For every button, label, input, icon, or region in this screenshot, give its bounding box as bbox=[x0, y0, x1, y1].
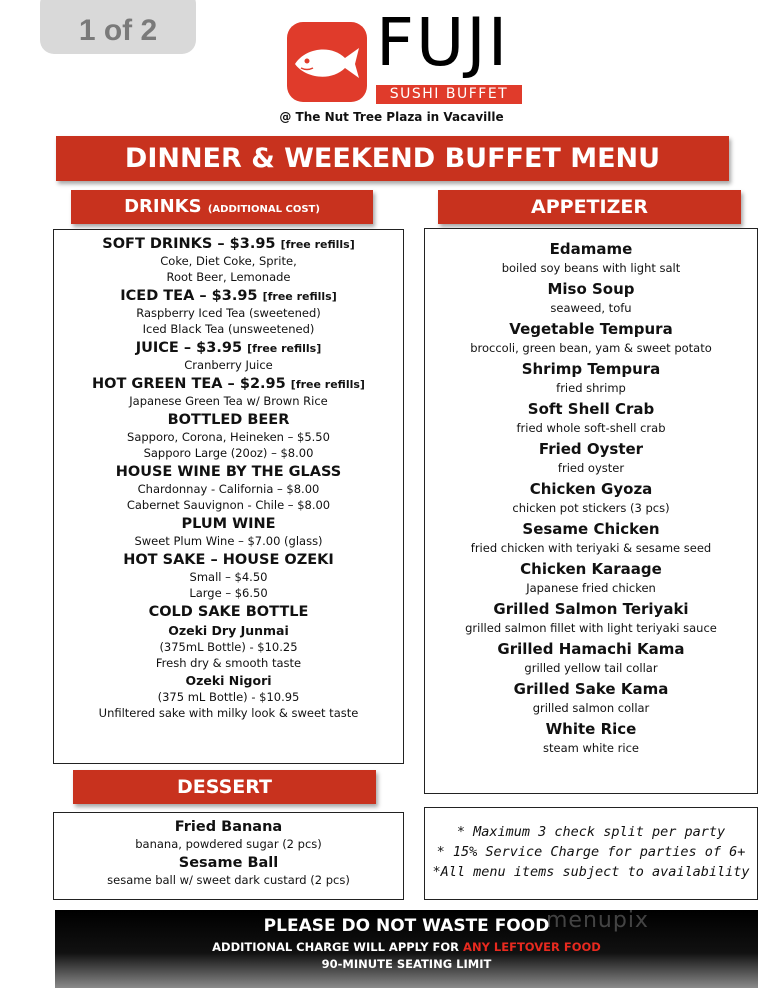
drink-item bbox=[54, 464, 403, 512]
appetizer-desc: fried shrimp bbox=[556, 381, 626, 395]
footer-seating-limit: 90-MINUTE SEATING LIMIT bbox=[321, 957, 492, 971]
drink-detail: Iced Black Tea (unsweetened) bbox=[142, 322, 315, 336]
drink-name bbox=[54, 412, 403, 428]
footer-charge-text: ADDITIONAL CHARGE WILL APPLY FOR bbox=[212, 940, 464, 954]
drink-detail: Japanese Green Tea w/ Brown Rice bbox=[129, 394, 328, 408]
drink-name-text: Ozeki Dry Junmai bbox=[168, 623, 289, 638]
appetizer-name: Grilled Hamachi Kama bbox=[497, 640, 685, 658]
drink-name bbox=[54, 288, 403, 304]
drink-item bbox=[54, 623, 403, 670]
appetizer-desc: grilled salmon collar bbox=[532, 701, 650, 715]
drink-name bbox=[54, 376, 403, 392]
drink-detail: Coke, Diet Coke, Sprite, bbox=[160, 254, 297, 268]
drink-name bbox=[54, 673, 403, 688]
drink-name-text: HOUSE WINE BY THE GLASS bbox=[115, 464, 342, 480]
appetizer-item bbox=[425, 320, 757, 355]
footer-charge-notice bbox=[55, 940, 758, 954]
appetizer-header: APPETIZER bbox=[438, 190, 741, 224]
location-text: @ The Nut Tree Plaza in Vacaville bbox=[279, 110, 504, 124]
page-indicator: 1 of 2 bbox=[40, 0, 196, 54]
footer-banner bbox=[55, 910, 758, 988]
appetizer-name: Grilled Sake Kama bbox=[513, 680, 669, 698]
drink-name bbox=[54, 464, 403, 480]
appetizer-desc: grilled salmon fillet with light teriyaki sauce bbox=[465, 621, 717, 635]
drink-detail: Sapporo, Corona, Heineken – $5.50 bbox=[127, 430, 330, 444]
drink-item bbox=[54, 288, 403, 336]
dessert-item bbox=[54, 819, 403, 851]
drink-name bbox=[54, 340, 403, 356]
appetizer-name: Vegetable Tempura bbox=[509, 320, 673, 338]
drink-detail: Root Beer, Lemonade bbox=[166, 270, 291, 284]
drink-detail: Sweet Plum Wine – $7.00 (glass) bbox=[134, 534, 323, 548]
drink-detail: Cabernet Sauvignon - Chile – $8.00 bbox=[126, 498, 331, 512]
appetizer-item bbox=[425, 280, 757, 315]
appetizer-name: Chicken Karaage bbox=[520, 560, 662, 578]
drink-item bbox=[54, 376, 403, 408]
appetizer-item bbox=[425, 680, 757, 715]
appetizer-item bbox=[425, 480, 757, 515]
appetizer-desc: steam white rice bbox=[543, 741, 639, 755]
appetizer-desc: fried whole soft-shell crab bbox=[516, 421, 666, 435]
drink-name-text: JUICE – $3.95 bbox=[135, 340, 243, 356]
appetizer-desc: broccoli, green bean, yam & sweet potato bbox=[470, 341, 712, 355]
dessert-name: Fried Banana bbox=[174, 819, 283, 835]
appetizer-name: Edamame bbox=[549, 240, 633, 258]
drink-name-text: Ozeki Nigori bbox=[185, 673, 272, 688]
drink-item bbox=[54, 516, 403, 548]
policy-note: * Maximum 3 check split per party bbox=[456, 824, 726, 840]
fish-icon bbox=[291, 40, 363, 84]
drinks-cost-note: (ADDITIONAL COST) bbox=[207, 204, 320, 215]
drink-name-text: ICED TEA – $3.95 bbox=[120, 288, 258, 304]
dessert-header: DESSERT bbox=[73, 770, 376, 804]
drink-detail: Cranberry Juice bbox=[184, 358, 273, 372]
drink-detail: Fresh dry & smooth taste bbox=[155, 656, 302, 670]
drink-name-text: BOTTLED BEER bbox=[167, 412, 290, 428]
drink-name bbox=[54, 604, 403, 620]
drink-name-text: PLUM WINE bbox=[181, 516, 276, 532]
appetizer-desc: seaweed, tofu bbox=[550, 301, 632, 315]
free-refills-tag: [free refills] bbox=[280, 238, 355, 251]
dessert-list bbox=[53, 812, 404, 900]
appetizer-name: Grilled Salmon Teriyaki bbox=[493, 600, 689, 618]
drink-detail: Sapporo Large (20oz) – $8.00 bbox=[143, 446, 314, 460]
drink-item bbox=[54, 412, 403, 460]
menu-banner: DINNER & WEEKEND BUFFET MENU bbox=[56, 136, 729, 181]
policy-note: * 15% Service Charge for parties of 6+ bbox=[436, 844, 746, 860]
appetizer-item bbox=[425, 440, 757, 475]
brand-subtitle: SUSHI BUFFET bbox=[376, 85, 522, 104]
drink-detail: Small – $4.50 bbox=[189, 570, 268, 584]
drink-name-text: HOT SAKE – HOUSE OZEKI bbox=[123, 552, 334, 568]
appetizer-item bbox=[425, 360, 757, 395]
drink-detail: Unfiltered sake with milky look & sweet taste bbox=[98, 706, 359, 720]
drink-detail: Raspberry Iced Tea (sweetened) bbox=[136, 306, 321, 320]
appetizer-desc: boiled soy beans with light salt bbox=[501, 261, 681, 275]
dessert-name: Sesame Ball bbox=[178, 855, 279, 871]
drink-name-text: SOFT DRINKS – $3.95 bbox=[102, 236, 276, 252]
drink-name-text: COLD SAKE BOTTLE bbox=[148, 604, 309, 620]
appetizer-desc: grilled yellow tail collar bbox=[524, 661, 658, 675]
appetizer-item bbox=[425, 600, 757, 635]
drink-name bbox=[54, 516, 403, 532]
free-refills-tag: [free refills] bbox=[262, 290, 337, 303]
appetizer-name: White Rice bbox=[545, 720, 637, 738]
drink-item bbox=[54, 552, 403, 600]
appetizer-desc: Japanese fried chicken bbox=[526, 581, 656, 595]
drink-name bbox=[54, 552, 403, 568]
drink-detail: Chardonnay - California – $8.00 bbox=[137, 482, 320, 496]
appetizer-desc: chicken pot stickers (3 pcs) bbox=[512, 501, 670, 515]
footer-waste-notice: PLEASE DO NOT WASTE FOOD bbox=[263, 916, 550, 936]
drinks-list bbox=[53, 229, 404, 764]
policy-notes bbox=[424, 807, 758, 900]
drink-detail: (375mL Bottle) - $10.25 bbox=[159, 640, 298, 654]
drink-item bbox=[54, 604, 403, 620]
drink-name-text: HOT GREEN TEA – $2.95 bbox=[92, 376, 286, 392]
brand-name: FUJI bbox=[376, 4, 510, 81]
appetizer-item bbox=[425, 520, 757, 555]
watermark: menupix bbox=[546, 908, 649, 933]
appetizer-name: Soft Shell Crab bbox=[527, 400, 655, 418]
appetizer-item bbox=[425, 240, 757, 275]
brand-logo bbox=[287, 22, 367, 102]
footer-charge-highlight: ANY LEFTOVER FOOD bbox=[463, 940, 601, 954]
drinks-title: DRINKS bbox=[124, 196, 202, 217]
dessert-desc: sesame ball w/ sweet dark custard (2 pcs) bbox=[107, 873, 350, 887]
appetizer-list bbox=[424, 228, 758, 794]
appetizer-name: Fried Oyster bbox=[538, 440, 644, 458]
appetizer-name: Shrimp Tempura bbox=[521, 360, 661, 378]
appetizer-desc: fried oyster bbox=[557, 461, 625, 475]
drinks-header bbox=[71, 190, 373, 224]
drink-item bbox=[54, 673, 403, 720]
free-refills-tag: [free refills] bbox=[290, 378, 365, 391]
dessert-desc: banana, powdered sugar (2 pcs) bbox=[135, 837, 322, 851]
drink-detail: Large – $6.50 bbox=[189, 586, 268, 600]
drink-item bbox=[54, 236, 403, 284]
appetizer-name: Miso Soup bbox=[547, 280, 635, 298]
drink-item bbox=[54, 340, 403, 372]
appetizer-name: Chicken Gyoza bbox=[529, 480, 653, 498]
drink-name bbox=[54, 236, 403, 252]
drink-name bbox=[54, 623, 403, 638]
dessert-item bbox=[54, 855, 403, 887]
appetizer-item bbox=[425, 400, 757, 435]
appetizer-item bbox=[425, 640, 757, 675]
appetizer-name: Sesame Chicken bbox=[522, 520, 660, 538]
free-refills-tag: [free refills] bbox=[247, 342, 322, 355]
appetizer-desc: fried chicken with teriyaki & sesame seed bbox=[470, 541, 712, 555]
appetizer-item bbox=[425, 560, 757, 595]
policy-note: *All menu items subject to availability bbox=[432, 864, 750, 880]
appetizer-item bbox=[425, 720, 757, 755]
drink-detail: (375 mL Bottle) - $10.95 bbox=[157, 690, 300, 704]
